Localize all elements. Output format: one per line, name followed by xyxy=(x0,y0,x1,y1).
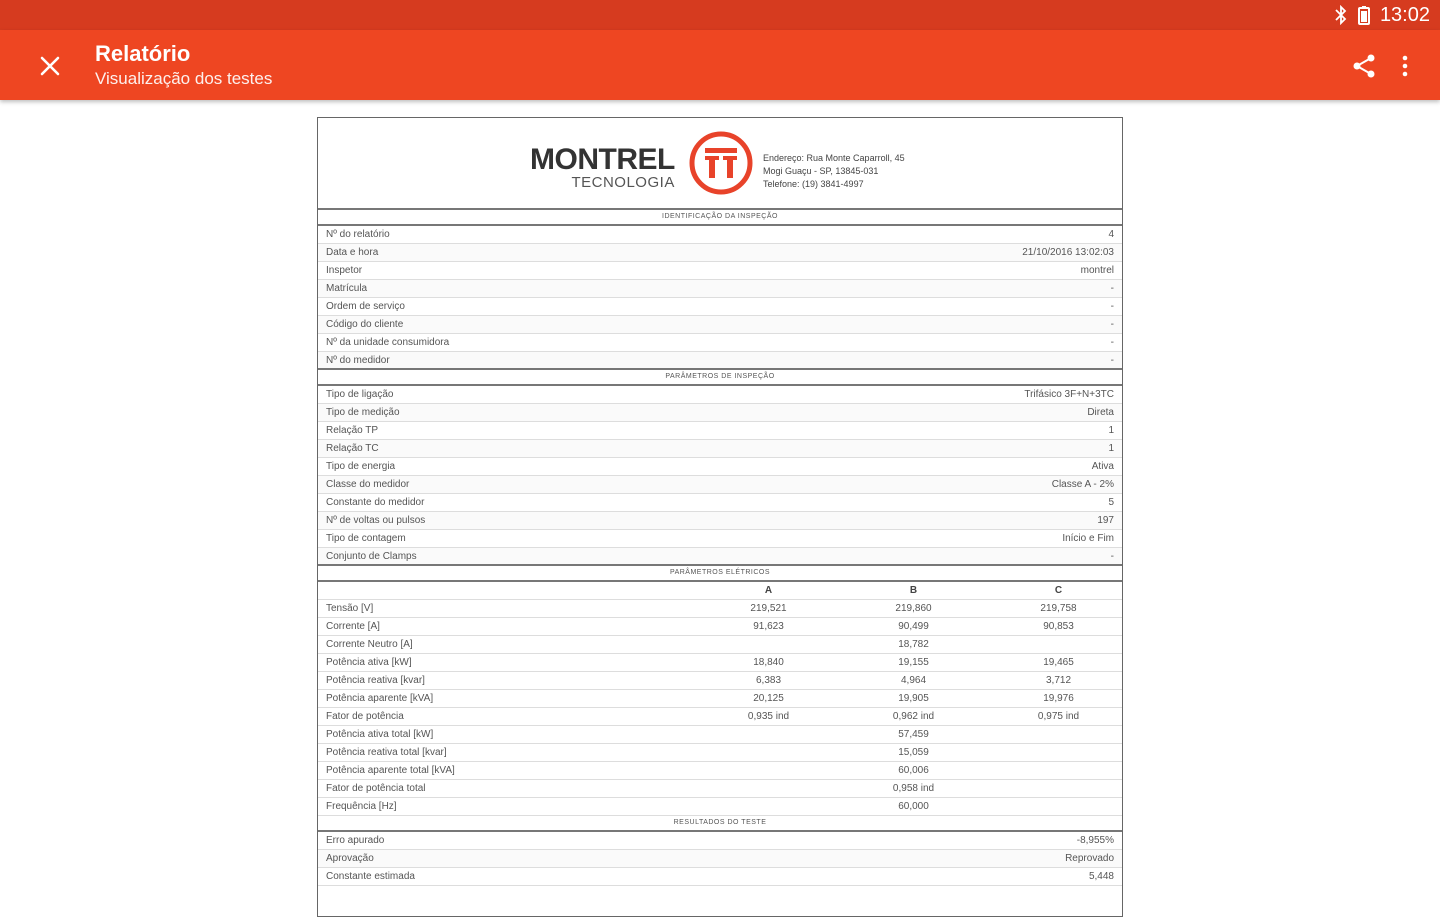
row-label: Nº do medidor xyxy=(326,354,390,366)
cell-b: 219,860 xyxy=(895,603,932,614)
cell-c: 90,853 xyxy=(1043,621,1074,632)
company-logo-icon xyxy=(688,130,754,196)
table-row xyxy=(318,316,1122,334)
cell-b: 19,155 xyxy=(898,657,929,668)
column-header-c: C xyxy=(1054,585,1063,596)
section-title-identificacao: IDENTIFICAÇÃO DA INSPEÇÃO xyxy=(318,210,1122,226)
table-row xyxy=(318,280,1122,298)
cell-b: 60,006 xyxy=(898,765,929,776)
row-label: Potência ativa [kW] xyxy=(326,657,412,668)
company-address xyxy=(763,152,905,191)
app-bar xyxy=(0,30,1440,100)
table-row xyxy=(318,798,1122,816)
row-label: Potência reativa total [kvar] xyxy=(326,747,447,758)
row-value: montrel xyxy=(1080,265,1114,276)
table-row xyxy=(318,618,1122,636)
share-icon[interactable] xyxy=(1350,52,1378,80)
table-row xyxy=(318,600,1122,618)
table-row xyxy=(318,512,1122,530)
status-bar xyxy=(0,0,1440,30)
row-label: Aprovação xyxy=(326,853,374,864)
row-value: 1 xyxy=(1108,443,1114,454)
row-value: 1 xyxy=(1108,425,1114,436)
company-logo-text xyxy=(530,144,675,191)
row-label: Fator de potência xyxy=(326,711,404,722)
row-value: - xyxy=(1110,550,1114,562)
address-line: Endereço: Rua Monte Caparroll, 45 xyxy=(763,153,905,163)
row-label: Potência aparente total [kVA] xyxy=(326,765,455,776)
table-row xyxy=(318,832,1122,850)
cell-a: 219,521 xyxy=(750,603,787,614)
row-label: Relação TC xyxy=(326,443,379,454)
row-label: Tipo de energia xyxy=(326,461,396,472)
row-label: Código do cliente xyxy=(326,319,404,330)
cell-c: 19,465 xyxy=(1043,657,1074,668)
cell-c: 0,975 ind xyxy=(1037,711,1080,722)
section-title-resultados: RESULTADOS DO TESTE xyxy=(318,816,1122,832)
table-row xyxy=(318,262,1122,280)
table-row xyxy=(318,440,1122,458)
table-row xyxy=(318,244,1122,262)
table-row xyxy=(318,672,1122,690)
table-row xyxy=(318,494,1122,512)
cell-c: 219,758 xyxy=(1040,603,1077,614)
row-label: Constante do medidor xyxy=(326,497,425,508)
table-row xyxy=(318,762,1122,780)
section-parametros-eletricos xyxy=(318,582,1122,816)
cell-b: 0,958 ind xyxy=(892,783,935,794)
row-value: - xyxy=(1110,337,1114,348)
row-label: Data e hora xyxy=(326,247,379,258)
section-title-parametros-eletricos: PARÂMETROS ELÉTRICOS xyxy=(318,566,1122,582)
table-row xyxy=(318,298,1122,316)
table-row xyxy=(318,458,1122,476)
table-row xyxy=(318,780,1122,798)
bluetooth-icon xyxy=(1334,5,1348,25)
row-label: Tipo de medição xyxy=(326,407,400,418)
row-value: 21/10/2016 13:02:03 xyxy=(1022,247,1114,258)
row-value: - xyxy=(1110,319,1114,330)
row-label: Conjunto de Clamps xyxy=(326,550,417,562)
table-row xyxy=(318,476,1122,494)
row-label: Nº da unidade consumidora xyxy=(326,337,450,348)
page-title: Relatório xyxy=(95,41,191,66)
column-header-a: A xyxy=(764,585,773,596)
table-row xyxy=(318,636,1122,654)
row-value: 197 xyxy=(1097,515,1114,526)
cell-b: 60,000 xyxy=(898,801,929,812)
cell-b: 57,459 xyxy=(898,729,929,740)
row-value: - xyxy=(1110,283,1114,294)
row-label: Nº de voltas ou pulsos xyxy=(326,515,426,526)
table-row xyxy=(318,530,1122,548)
table-row xyxy=(318,334,1122,352)
row-value: Direta xyxy=(1087,407,1114,418)
row-label: Potência ativa total [kW] xyxy=(326,729,434,740)
address-line: Mogi Guaçu - SP, 13845-031 xyxy=(763,166,879,176)
section-parametros-inspecao xyxy=(318,386,1122,566)
row-label: Inspetor xyxy=(326,265,363,276)
row-label: Fator de potência total xyxy=(326,783,426,794)
row-label: Tensão [V] xyxy=(326,603,374,614)
app-bar-titles xyxy=(95,40,272,90)
table-row xyxy=(318,708,1122,726)
section-title-parametros-inspecao: PARÂMETROS DE INSPEÇÃO xyxy=(318,370,1122,386)
row-label: Potência reativa [kvar] xyxy=(326,675,425,686)
row-value: 5 xyxy=(1108,497,1114,508)
row-value: - xyxy=(1110,354,1114,366)
table-row xyxy=(318,868,1122,886)
row-value: -8,955% xyxy=(1076,835,1114,846)
row-label: Frequência [Hz] xyxy=(326,801,397,812)
row-value: 5,448 xyxy=(1088,871,1114,882)
table-row xyxy=(318,850,1122,868)
cell-a: 6,383 xyxy=(755,675,782,686)
report-document xyxy=(317,117,1123,917)
cell-b: 90,499 xyxy=(898,621,929,632)
table-row xyxy=(318,726,1122,744)
report-header xyxy=(318,118,1122,210)
section-resultados xyxy=(318,832,1122,886)
row-label: Tipo de contagem xyxy=(326,533,406,544)
row-label: Potência aparente [kVA] xyxy=(326,693,434,704)
row-label: Matrícula xyxy=(326,283,368,294)
row-label: Nº do relatório xyxy=(326,229,390,240)
logo-main-text: MONTREL xyxy=(530,143,675,176)
table-row xyxy=(318,352,1122,370)
logo-sub-text: TECNOLOGIA xyxy=(571,174,675,191)
cell-a: 20,125 xyxy=(753,693,784,704)
row-value: - xyxy=(1110,301,1114,312)
close-icon[interactable] xyxy=(36,52,64,80)
battery-icon xyxy=(1358,5,1370,25)
table-row xyxy=(318,404,1122,422)
table-header-row xyxy=(318,582,1122,600)
row-value: Início e Fim xyxy=(1062,533,1114,544)
table-row xyxy=(318,226,1122,244)
table-row xyxy=(318,422,1122,440)
cell-c: 3,712 xyxy=(1045,675,1072,686)
cell-a: 91,623 xyxy=(753,621,784,632)
row-label: Corrente Neutro [A] xyxy=(326,639,413,650)
page-subtitle: Visualização dos testes xyxy=(95,69,273,88)
row-label: Relação TP xyxy=(326,425,379,436)
table-row xyxy=(318,548,1122,566)
row-value: Trifásico 3F+N+3TC xyxy=(1024,389,1114,400)
row-label: Ordem de serviço xyxy=(326,301,405,312)
row-label: Classe do medidor xyxy=(326,479,410,490)
cell-a: 18,840 xyxy=(753,657,784,668)
cell-b: 15,059 xyxy=(898,747,929,758)
table-row xyxy=(318,654,1122,672)
status-time: 13:02 xyxy=(1379,3,1430,26)
row-value: Reprovado xyxy=(1065,853,1114,864)
row-value: 4 xyxy=(1108,229,1114,240)
row-label: Tipo de ligação xyxy=(326,389,394,400)
row-value: Classe A - 2% xyxy=(1051,479,1114,490)
column-header-b: B xyxy=(909,585,918,596)
cell-b: 18,782 xyxy=(898,639,929,650)
table-row xyxy=(318,744,1122,762)
table-row xyxy=(318,386,1122,404)
row-label: Constante estimada xyxy=(326,871,415,882)
row-label: Corrente [A] xyxy=(326,621,380,632)
cell-b: 19,905 xyxy=(898,693,929,704)
row-label: Erro apurado xyxy=(326,835,385,846)
cell-b: 4,964 xyxy=(900,675,927,686)
section-identificacao xyxy=(318,226,1122,370)
table-row xyxy=(318,690,1122,708)
cell-c: 19,976 xyxy=(1043,693,1074,704)
address-line: Telefone: (19) 3841-4997 xyxy=(763,179,864,189)
row-value: Ativa xyxy=(1091,461,1114,472)
cell-b: 0,962 ind xyxy=(892,711,935,722)
cell-a: 0,935 ind xyxy=(747,711,790,722)
more-vert-icon[interactable] xyxy=(1393,52,1417,80)
